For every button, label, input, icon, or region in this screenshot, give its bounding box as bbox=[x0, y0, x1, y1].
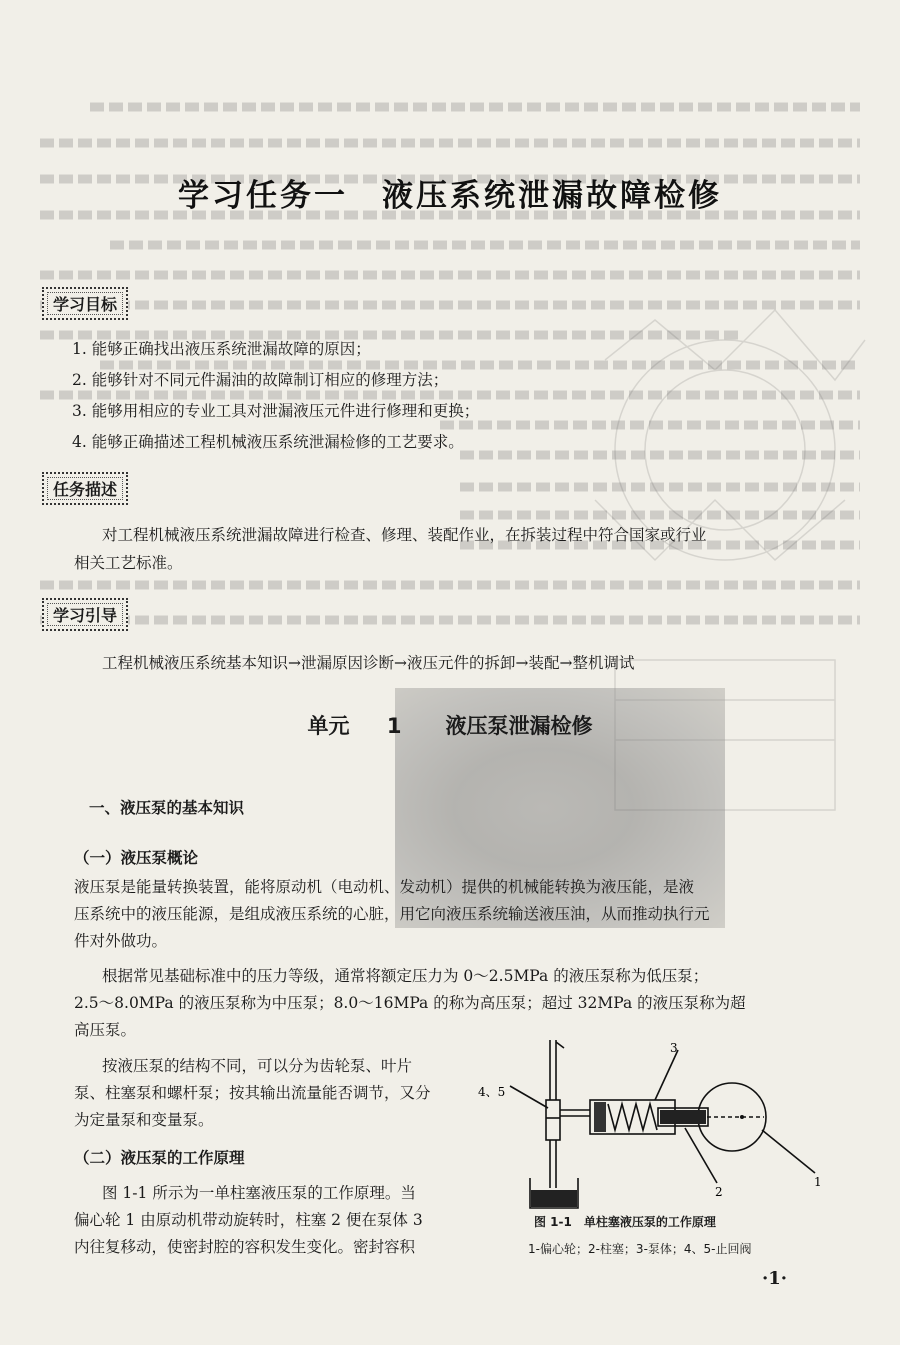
unit-number: 单元 1 bbox=[307, 714, 402, 738]
description-line-2: 相关工艺标准。 bbox=[74, 554, 183, 572]
paragraph-line: 高压泵。 bbox=[74, 1021, 137, 1039]
figure-legend: 1-偏心轮；2-柱塞；3-泵体；4、5-止回阀 bbox=[528, 1242, 752, 1256]
goals-label: 学习目标 bbox=[42, 287, 128, 320]
label-pump-body: 3 bbox=[670, 1041, 678, 1055]
guide-label: 学习引导 bbox=[42, 598, 128, 631]
goal-item: 3. 能够用相应的专业工具对泄漏液压元件进行修理和更换； bbox=[72, 402, 480, 420]
goals-list bbox=[72, 336, 852, 460]
paragraph-line: 按液压泵的结构不同，可以分为齿轮泵、叶片 bbox=[102, 1057, 413, 1075]
paragraph-1 bbox=[74, 874, 864, 955]
figure-caption: 图 1-1 单柱塞液压泵的工作原理 bbox=[534, 1215, 716, 1229]
single-piston-pump-diagram bbox=[470, 1038, 840, 1238]
paragraph-line: 为定量泵和变量泵。 bbox=[74, 1111, 214, 1129]
paragraph-line: 内往复移动，使密封腔的容积发生变化。密封容积 bbox=[74, 1238, 416, 1256]
task-title: 学习任务一 液压系统泄漏故障检修 bbox=[178, 178, 722, 214]
goal-item: 2. 能够针对不同元件漏油的故障制订相应的修理方法； bbox=[72, 371, 449, 389]
paragraph-line: 根据常见基础标准中的压力等级，通常将额定压力为 0～2.5MPa 的液压泵称为低压泵； bbox=[102, 967, 709, 985]
subsection-heading-b: （二）液压泵的工作原理 bbox=[74, 1149, 245, 1167]
label-piston: 2 bbox=[715, 1185, 723, 1199]
paragraph-line: 图 1-1 所示为一单柱塞液压泵的工作原理。当 bbox=[102, 1184, 416, 1202]
description-label: 任务描述 bbox=[42, 472, 128, 505]
paragraph-4 bbox=[74, 1180, 484, 1261]
subsection-heading-a: （一）液压泵概论 bbox=[74, 849, 199, 867]
label-eccentric-wheel: 1 bbox=[814, 1175, 822, 1189]
guide-text: 工程机械液压系统基本知识→泄漏原因诊断→液压元件的拆卸→装配→整机调试 bbox=[102, 654, 635, 672]
paragraph-2 bbox=[74, 963, 864, 1044]
paragraph-line: 泵、柱塞泵和螺杆泵；按其输出流量能否调节，又分 bbox=[74, 1084, 431, 1102]
goal-item: 4. 能够正确描述工程机械液压系统泄漏检修的工艺要求。 bbox=[72, 433, 464, 451]
paragraph-line: 件对外做功。 bbox=[74, 932, 168, 950]
label-check-valves: 4、5 bbox=[478, 1085, 506, 1099]
paragraph-3 bbox=[74, 1053, 484, 1134]
goal-item: 1. 能够正确找出液压系统泄漏故障的原因； bbox=[72, 340, 371, 358]
unit-name: 液压泵泄漏检修 bbox=[445, 714, 593, 738]
paragraph-line: 2.5～8.0MPa 的液压泵称为中压泵；8.0～16MPa 的称为高压泵；超过 32MPa 的液压泵称为超 bbox=[74, 994, 746, 1012]
paragraph-line: 液压泵是能量转换装置，能将原动机（电动机、发动机）提供的机械能转换为液压能，是液 bbox=[74, 878, 695, 896]
page-number: ·1· bbox=[762, 1268, 788, 1289]
section-heading-1: 一、液压泵的基本知识 bbox=[89, 799, 245, 817]
unit-title bbox=[0, 710, 900, 740]
paragraph-line: 偏心轮 1 由原动机带动旋转时，柱塞 2 便在泵体 3 bbox=[74, 1211, 423, 1229]
description-line-1: 对工程机械液压系统泄漏故障进行检查、修理、装配作业，在拆装过程中符合国家或行业 bbox=[102, 526, 707, 544]
paragraph-line: 压系统中的液压能源，是组成液压系统的心脏，用它向液压系统输送液压油，从而推动执行元 bbox=[74, 905, 710, 923]
